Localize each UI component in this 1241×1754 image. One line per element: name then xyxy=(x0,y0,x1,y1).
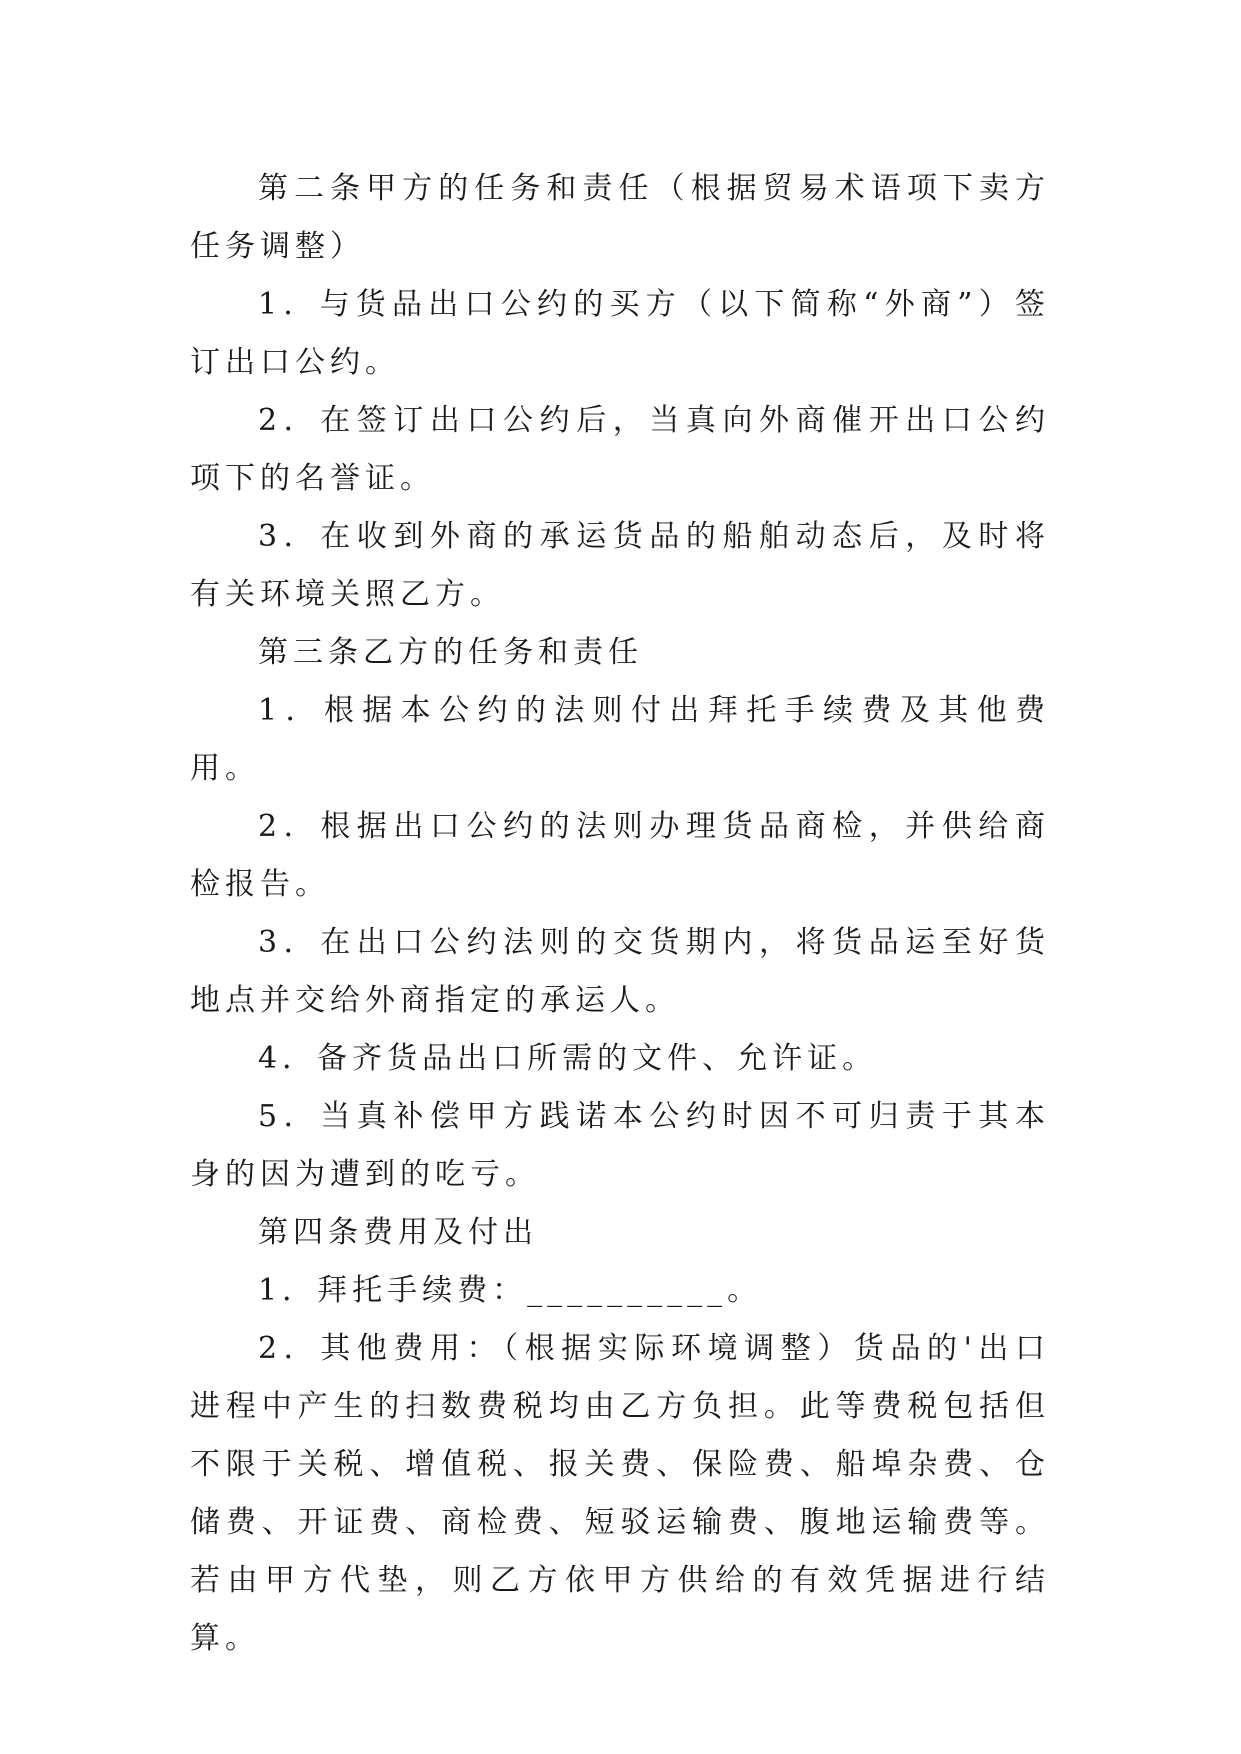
article-3-clause-2: 2．根据出口公约的法则办理货品商检，并供给商检报告。 xyxy=(190,809,1050,902)
article-3-clause-3: 3．在出口公约法则的交货期内，将货品运至好货地点并交给外商指定的承运人。 xyxy=(190,925,1050,1018)
article-3-clause-5: 5．当真补偿甲方践诺本公约时因不可归责于其本身的因为遭到的吃亏。 xyxy=(190,1099,1050,1192)
article-3-clause-4: 4．备齐货品出口所需的文件、允许证。 xyxy=(258,1041,878,1076)
article-2-clause-2: 2．在签订出口公约后，当真向外商催开出口公约项下的名誉证。 xyxy=(190,403,1050,496)
article-3-heading: 第三条乙方的任务和责任 xyxy=(258,635,643,670)
article-4-heading: 第四条费用及付出 xyxy=(258,1215,538,1250)
article-3-clause-1: 1．根据本公约的法则付出拜托手续费及其他费用。 xyxy=(190,693,1050,786)
article-4-clause-2: 2．其他费用：（根据实际环境调整）货品的'出口进程中产生的扫数费税均由乙方负担。此等费税包括但不限于关税、增值税、报关费、保险费、船埠杂费、仓储费、开证费、商检费、短驳运输费、腹地运输费等。若由甲方代垫，则乙方依甲方供给的有效凭据进行结算。 xyxy=(190,1331,1050,1656)
article-4-clause-1: 1．拜托手续费：__________。 xyxy=(258,1273,763,1308)
article-2-clause-3: 3．在收到外商的承运货品的船舶动态后，及时将有关环境关照乙方。 xyxy=(190,519,1050,612)
article-2-clause-1: 1．与货品出口公约的买方（以下简称“外商”）签订出口公约。 xyxy=(190,287,1050,380)
article-2-heading: 第二条甲方的任务和责任（根据贸易术语项下卖方任务调整） xyxy=(190,171,1050,264)
document-body xyxy=(190,160,1050,1668)
